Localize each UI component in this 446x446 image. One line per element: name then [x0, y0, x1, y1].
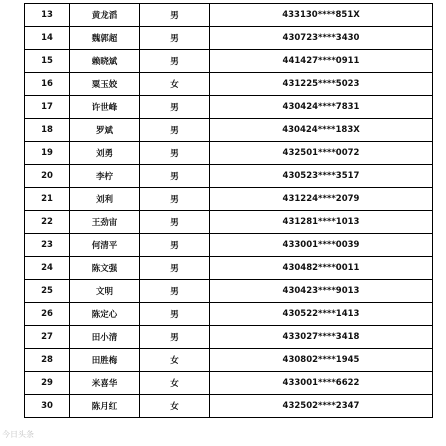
table-row	[25, 73, 433, 96]
id-number-cell: 430423****9013	[210, 280, 433, 303]
name-cell: 陈定心	[70, 303, 140, 326]
row-number-cell: 14	[25, 27, 70, 50]
table-row	[25, 395, 433, 418]
id-number-cell: 430522****1413	[210, 303, 433, 326]
id-number-cell: 432501****0072	[210, 142, 433, 165]
table-row	[25, 257, 433, 280]
gender-cell: 男	[140, 280, 210, 303]
row-number-cell: 25	[25, 280, 70, 303]
id-number-cell: 430723****3430	[210, 27, 433, 50]
gender-cell: 男	[140, 188, 210, 211]
row-number-cell: 30	[25, 395, 70, 418]
table-row	[25, 27, 433, 50]
id-number-cell: 430523****3517	[210, 165, 433, 188]
name-cell: 何清平	[70, 234, 140, 257]
row-number-cell: 19	[25, 142, 70, 165]
name-cell: 陈月红	[70, 395, 140, 418]
row-number-cell: 22	[25, 211, 70, 234]
gender-cell: 女	[140, 349, 210, 372]
name-cell: 文明	[70, 280, 140, 303]
table-row	[25, 326, 433, 349]
row-number-cell: 26	[25, 303, 70, 326]
id-number-cell: 433001****0039	[210, 234, 433, 257]
row-number-cell: 15	[25, 50, 70, 73]
table-row	[25, 349, 433, 372]
gender-cell: 男	[140, 234, 210, 257]
gender-cell: 男	[140, 165, 210, 188]
id-number-cell: 441427****0911	[210, 50, 433, 73]
row-number-cell: 28	[25, 349, 70, 372]
id-number-cell: 433001****6622	[210, 372, 433, 395]
name-cell: 黄龙滔	[70, 4, 140, 27]
name-cell: 罗斌	[70, 119, 140, 142]
row-number-cell: 16	[25, 73, 70, 96]
name-cell: 魏郭超	[70, 27, 140, 50]
id-number-cell: 433027****3418	[210, 326, 433, 349]
gender-cell: 女	[140, 395, 210, 418]
name-cell: 赖晓斌	[70, 50, 140, 73]
table-row	[25, 303, 433, 326]
id-number-cell: 431281****1013	[210, 211, 433, 234]
name-cell: 许世峰	[70, 96, 140, 119]
table-row	[25, 211, 433, 234]
row-number-cell: 29	[25, 372, 70, 395]
name-cell: 粟玉姣	[70, 73, 140, 96]
name-cell: 刘勇	[70, 142, 140, 165]
roster-sheet	[24, 3, 432, 418]
name-cell: 田小清	[70, 326, 140, 349]
roster-table	[24, 3, 433, 418]
table-row	[25, 372, 433, 395]
name-cell: 田胜梅	[70, 349, 140, 372]
name-cell: 王劲宙	[70, 211, 140, 234]
row-number-cell: 21	[25, 188, 70, 211]
id-number-cell: 430802****1945	[210, 349, 433, 372]
gender-cell: 男	[140, 142, 210, 165]
gender-cell: 女	[140, 73, 210, 96]
row-number-cell: 24	[25, 257, 70, 280]
gender-cell: 男	[140, 119, 210, 142]
gender-cell: 男	[140, 326, 210, 349]
table-row	[25, 96, 433, 119]
gender-cell: 男	[140, 257, 210, 280]
gender-cell: 男	[140, 4, 210, 27]
id-number-cell: 430424****183X	[210, 119, 433, 142]
table-row	[25, 188, 433, 211]
row-number-cell: 20	[25, 165, 70, 188]
table-row	[25, 50, 433, 73]
id-number-cell: 430482****0011	[210, 257, 433, 280]
row-number-cell: 17	[25, 96, 70, 119]
table-row	[25, 234, 433, 257]
watermark: 今日头条	[2, 430, 34, 439]
id-number-cell: 431225****5023	[210, 73, 433, 96]
row-number-cell: 27	[25, 326, 70, 349]
gender-cell: 男	[140, 211, 210, 234]
gender-cell: 男	[140, 50, 210, 73]
roster-table-body	[25, 4, 433, 418]
table-row	[25, 142, 433, 165]
id-number-cell: 430424****7831	[210, 96, 433, 119]
gender-cell: 男	[140, 96, 210, 119]
gender-cell: 女	[140, 372, 210, 395]
row-number-cell: 18	[25, 119, 70, 142]
name-cell: 米喜华	[70, 372, 140, 395]
row-number-cell: 13	[25, 4, 70, 27]
gender-cell: 男	[140, 303, 210, 326]
name-cell: 陈文强	[70, 257, 140, 280]
row-number-cell: 23	[25, 234, 70, 257]
table-row	[25, 119, 433, 142]
name-cell: 刘利	[70, 188, 140, 211]
table-row	[25, 165, 433, 188]
table-row	[25, 4, 433, 27]
id-number-cell: 433130****851X	[210, 4, 433, 27]
name-cell: 李柠	[70, 165, 140, 188]
gender-cell: 男	[140, 27, 210, 50]
id-number-cell: 432502****2347	[210, 395, 433, 418]
table-row	[25, 280, 433, 303]
id-number-cell: 431224****2079	[210, 188, 433, 211]
